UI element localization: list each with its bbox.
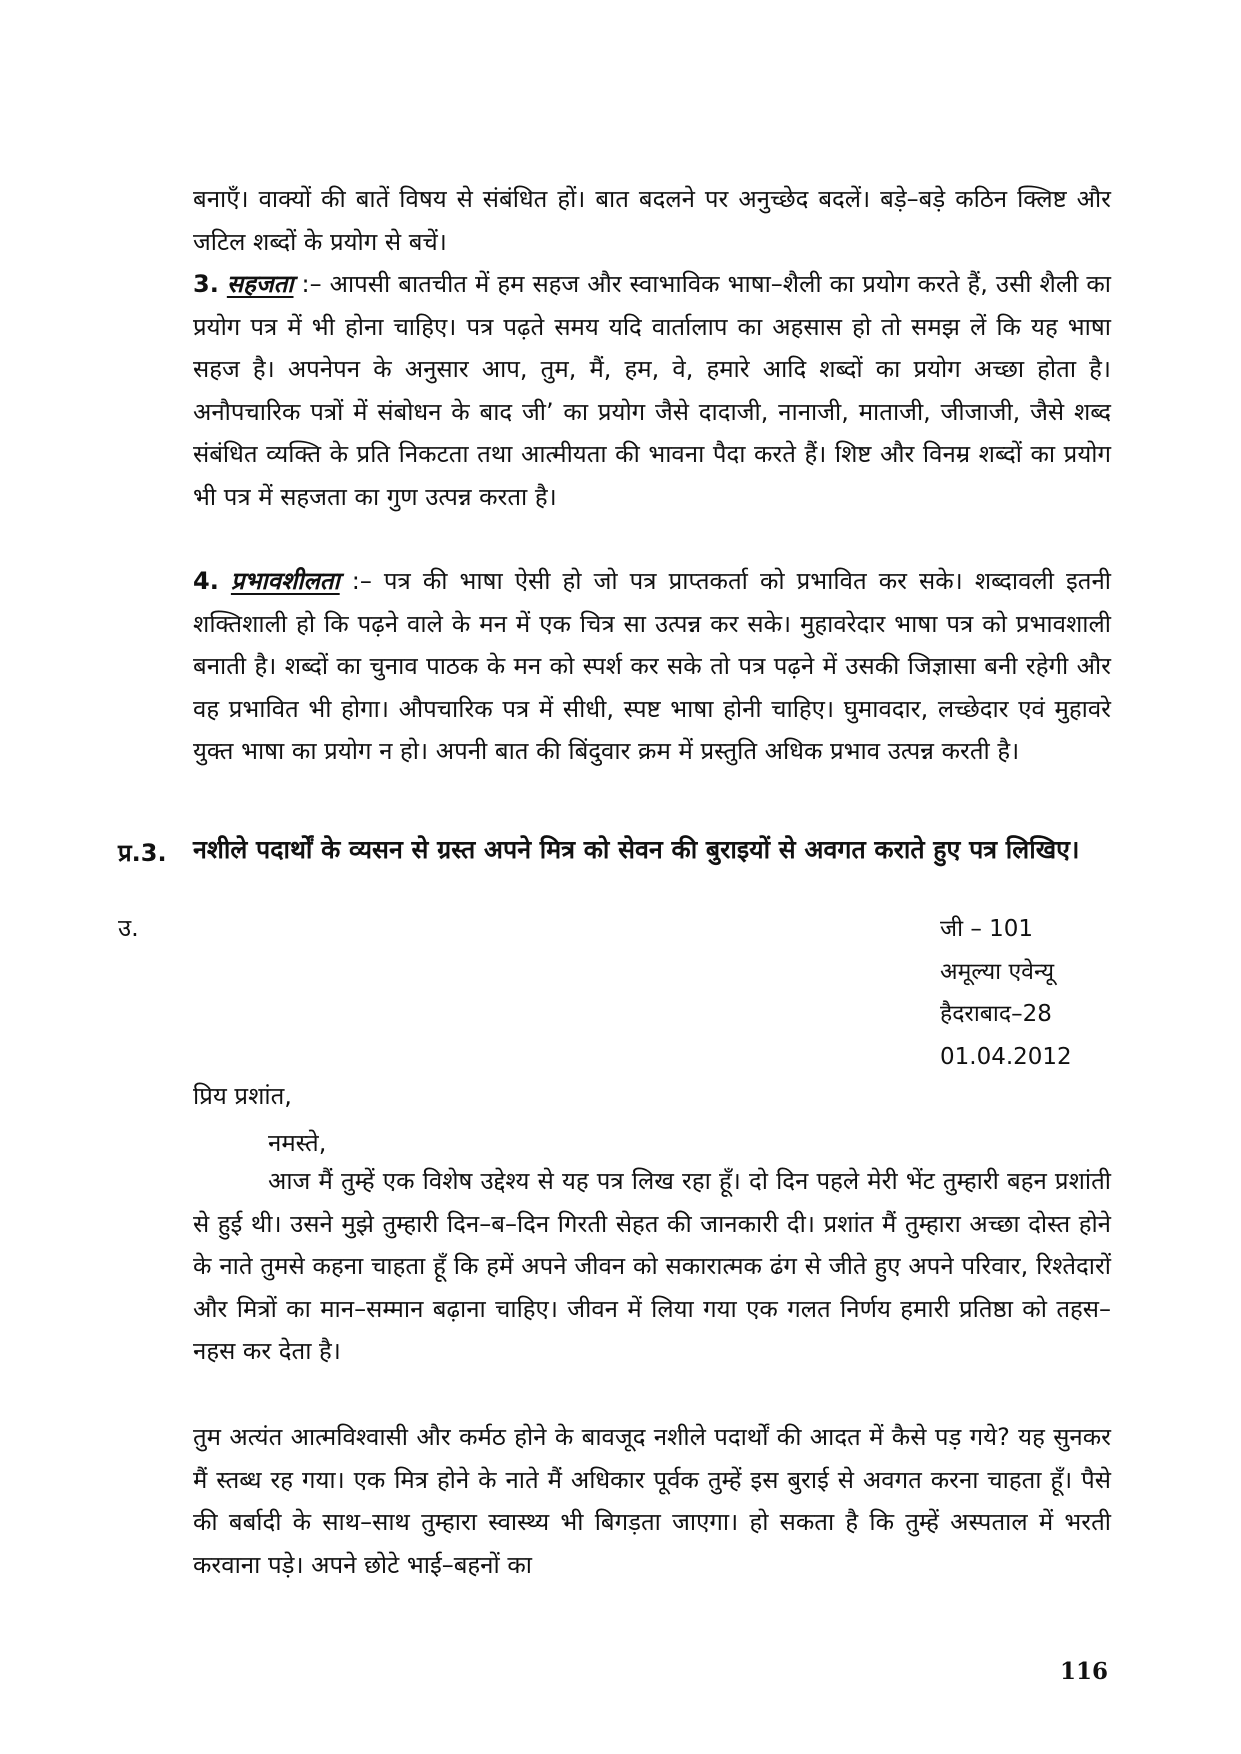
sender-address [940, 908, 1120, 1078]
greeting: नमस्ते, [268, 1129, 327, 1157]
letter-date: 01.04.2012 [940, 1043, 1072, 1070]
question-text: नशीले पदार्थों के व्यसन से ग्रस्त अपने मित्र को सेवन की बुराइयों से अवगत कराते हुए पत्र लिखिए। [193, 835, 1080, 864]
salutation: प्रिय प्रशांत, [193, 1082, 292, 1110]
address-line: हैदराबाद–28 [940, 1001, 1052, 1027]
item-text: :– पत्र की भाषा ऐसी हो जो पत्र प्राप्तकर्ता को प्रभावित कर सके। शब्दावली इतनी शक्तिशाली हो कि पढ़ने वाले के मन में एक चित्र सा उत्पन्न कर सके। मुहावरेदार भाषा पत्र को प्रभावशाली बनाती है। शब्दों का चुनाव पाठक के मन को स्पर्श कर सके तो पत्र पढ़ने में उसकी जिज्ञासा बनी रहेगी और वह प्रभावित भी होगा। औपचारिक पत्र में सीधी, स्पष्ट भाषा होनी चाहिए। घुमावदार, लच्छेदार एवं मुहावरे युक्त भाषा का प्रयोग न हो। अपनी बात की बिंदुवार क्रम में प्रस्तुति अधिक प्रभाव उत्पन्न करती है। [193, 567, 1111, 765]
page-number: 116 [1060, 1658, 1109, 1685]
letter-body-paragraph: तुम अत्यंत आत्मविश्वासी और कर्मठ होने के बावजूद नशीले पदार्थों की आदत में कैसे पड़ गये? यह सुनकर मैं स्तब्ध रह गया। एक मित्र होने के नाते मैं अधिकार पूर्वक तुम्हें इस बुराई से अवगत करना चाहता हूँ। पैसे की बर्बादी के साथ–साथ तुम्हारा स्वास्थ्य भी बिगड़ता जाएगा। हो सकता है कि तुम्हें अस्पताल में भरती करवाना पड़े। अपने छोटे भाई–बहनों का [193, 1423, 1111, 1579]
item-title: प्रभावशीलता [230, 567, 340, 595]
section-item-3 [193, 263, 1111, 518]
answer-label: उ. [118, 914, 139, 942]
section-item-4 [193, 560, 1111, 773]
item-title: सहजता [226, 270, 294, 298]
address-line: जी – 101 [940, 916, 1034, 942]
question-number: प्र.3. [118, 839, 167, 867]
item-number: 3. [193, 270, 219, 298]
item-text: :– आपसी बातचीत में हम सहज और स्वाभाविक भाषा–शैली का प्रयोग करते हैं, उसी शैली का प्रयोग पत्र में भी होना चाहिए। पत्र पढ़ते समय यदि वार्तालाप का अहसास हो तो समझ लें कि यह भाषा सहज है। अपनेपन के अनुसार आप, तुम, मैं, हम, वे, हमारे आदि शब्दों का प्रयोग अच्छा होता है। अनौपचारिक पत्रों में संबोधन के बाद जी’ का प्रयोग जैसे दादाजी, नानाजी, माताजी, जीजाजी, जैसे शब्द संबंधित व्यक्ति के प्रति निकटता तथा आत्मीयता की भावना पैदा करते हैं। शिष्ट और विनम्र शब्दों का प्रयोग भी पत्र में सहजता का गुण उत्पन्न करता है। [193, 270, 1111, 511]
item-number: 4. [193, 567, 219, 595]
paragraph-intro: बनाएँ। वाक्यों की बातें विषय से संबंधित हों। बात बदलने पर अनुच्छेद बदलें। बड़े–बड़े कठिन क्लिष्ट और जटिल शब्दों के प्रयोग से बचें। [193, 185, 1111, 256]
address-line: अमूल्या एवेन्यू [940, 958, 1055, 985]
letter-body-paragraph: आज मैं तुम्हें एक विशेष उद्देश्य से यह पत्र लिख रहा हूँ। दो दिन पहले मेरी भेंट तुम्हारी बहन प्रशांती से हुई थी। उसने मुझे तुम्हारी दिन–ब–दिन गिरती सेहत की जानकारी दी। प्रशांत मैं तुम्हारा अच्छा दोस्त होने के नाते तुमसे कहना चाहता हूँ कि हमें अपने जीवन को सकारात्मक ढंग से जीते हुए अपने परिवार, रिश्तेदारों और मित्रों का मान–सम्मान बढ़ाना चाहिए। जीवन में लिया गया एक गलत निर्णय हमारी प्रतिष्ठा को तहस–नहस कर देता है। [193, 1167, 1111, 1365]
